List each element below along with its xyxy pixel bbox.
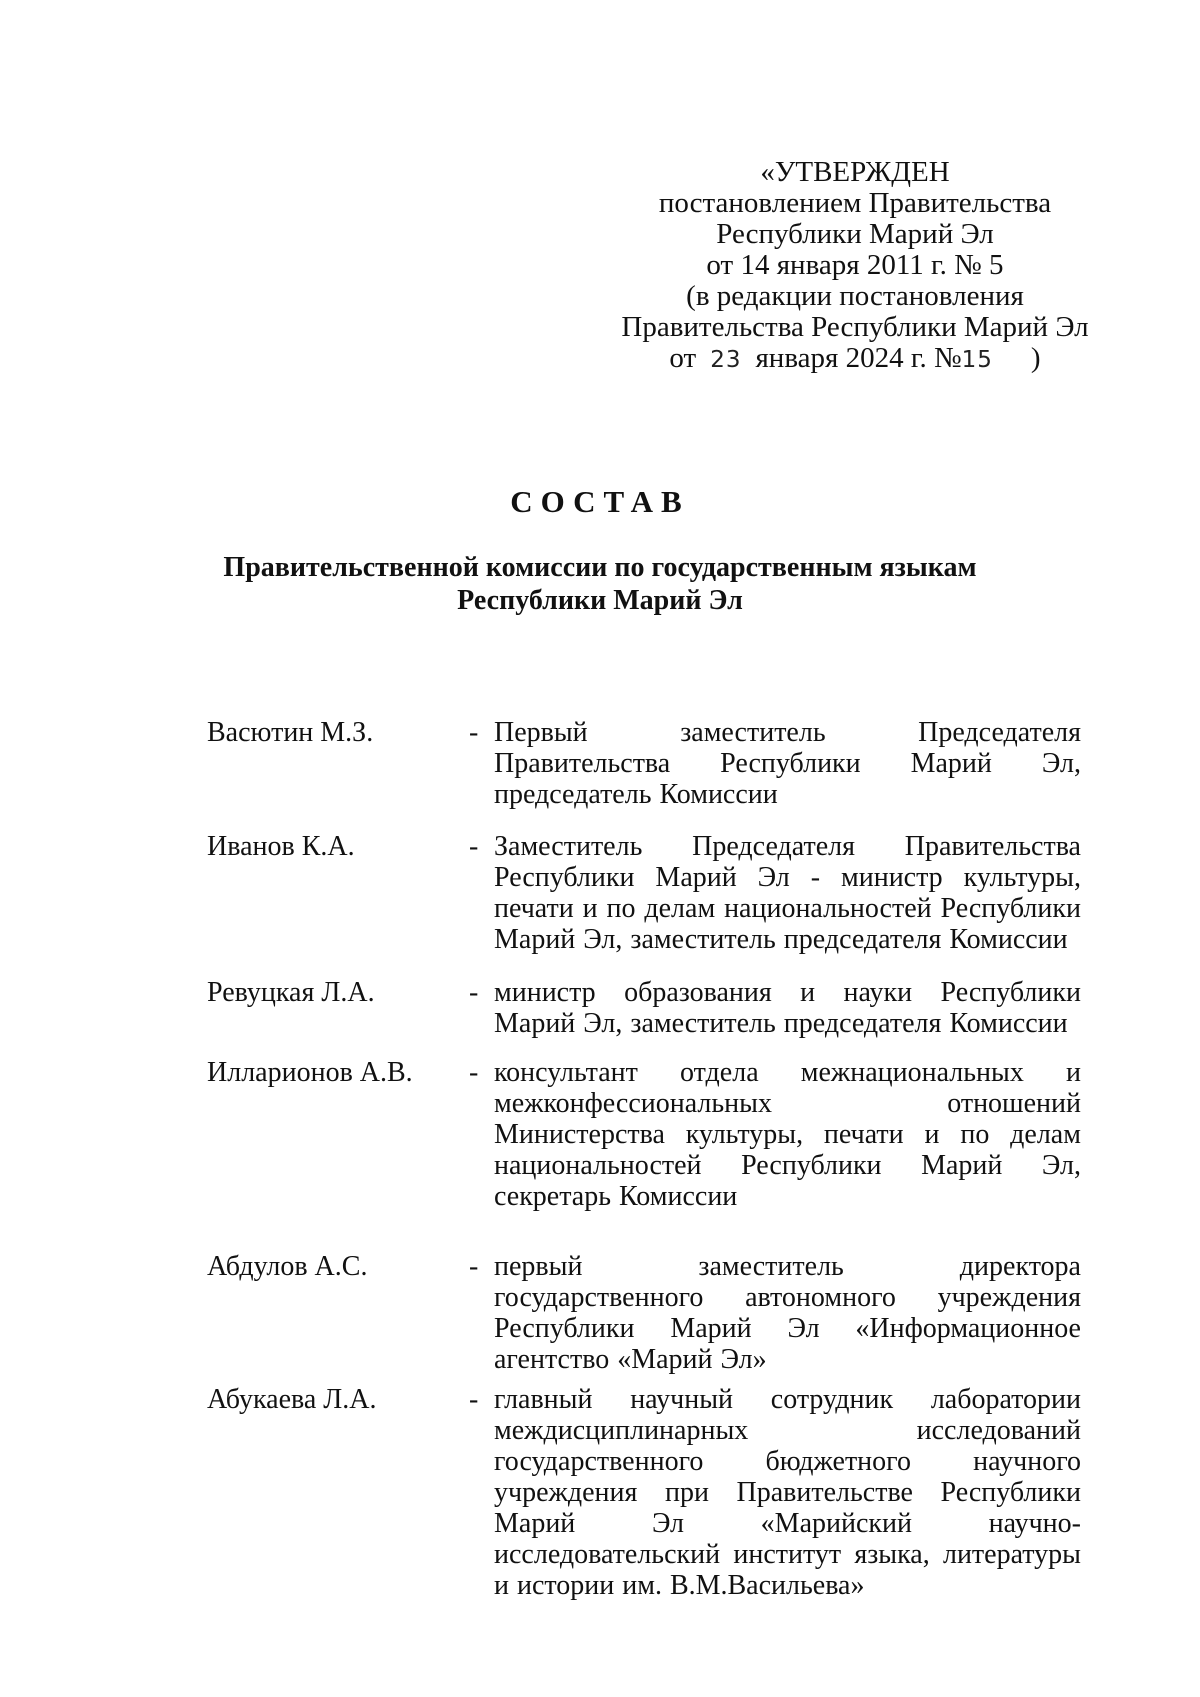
member-position-line: Министерства культуры, печати и по делам xyxy=(494,1119,1081,1150)
member-position-line: Марий Эл «Марийский научно- xyxy=(494,1508,1081,1539)
approval-line-6: Правительства Республики Марий Эл xyxy=(621,311,1089,343)
member-position-line: печати и по делам национальностей Республики xyxy=(494,893,1081,924)
approval-line-2: постановлением Правительства xyxy=(658,187,1052,219)
member-dash: - xyxy=(469,977,479,1008)
member-position-line: Заместитель Председателя Правительства xyxy=(494,831,1081,862)
document-subtitle xyxy=(0,551,1200,617)
member-position-line: Республики Марий Эл - министр культуры, xyxy=(494,862,1081,893)
member-position-line: национальностей Республики Марий Эл, xyxy=(494,1150,1081,1181)
member-position-line: Марий Эл, заместитель председателя Комиссии xyxy=(494,924,1068,955)
approval-closing-paren: ) xyxy=(1030,342,1041,374)
member-position-line: секретарь Комиссии xyxy=(494,1181,738,1212)
approval-line-7 xyxy=(560,343,1150,376)
approval-line-3: Республики Марий Эл xyxy=(716,218,994,250)
member-position xyxy=(494,831,1081,955)
member-position-line: межконфессиональных отношений xyxy=(494,1088,1081,1119)
member-position-line: государственного бюджетного научного xyxy=(494,1446,1081,1477)
document-title: СОСТАВ xyxy=(510,484,690,519)
member-position-line: консультант отдела межнациональных и xyxy=(494,1057,1081,1088)
member-position-line: государственного автономного учреждения xyxy=(494,1282,1081,1313)
approval-date-day: 23 xyxy=(710,347,742,373)
member-dash: - xyxy=(469,1384,479,1415)
member-name: Илларионов А.В. xyxy=(207,1057,413,1088)
approval-date-prefix: от xyxy=(669,342,697,374)
member-position-line: председатель Комиссии xyxy=(494,779,778,810)
approval-stamp-block xyxy=(560,157,1150,376)
member-position xyxy=(494,977,1081,1039)
member-position-line: Первый заместитель Председателя xyxy=(494,717,1081,748)
member-position-line: министр образования и науки Республики xyxy=(494,977,1081,1008)
member-dash: - xyxy=(469,1251,479,1282)
member-position-line: учреждения при Правительстве Республики xyxy=(494,1477,1081,1508)
member-position xyxy=(494,1057,1081,1212)
member-position-line: Марий Эл, заместитель председателя Комиссии xyxy=(494,1008,1068,1039)
member-position-line: главный научный сотрудник лаборатории xyxy=(494,1384,1081,1415)
member-position xyxy=(494,1251,1081,1375)
approval-line-5: (в редакции постановления xyxy=(686,280,1024,312)
approval-line-4: от 14 января 2011 г. № 5 xyxy=(706,249,1004,281)
member-dash: - xyxy=(469,1057,479,1088)
member-dash: - xyxy=(469,831,479,862)
member-dash: - xyxy=(469,717,479,748)
subtitle-line-1: Правительственной комиссии по государственным языкам xyxy=(223,552,977,583)
member-position xyxy=(494,717,1081,810)
approval-document-number: 15 xyxy=(961,347,993,373)
member-name: Васютин М.З. xyxy=(207,717,374,748)
member-name: Иванов К.А. xyxy=(207,831,355,862)
approval-date-month-year: января 2024 г. № xyxy=(755,342,962,374)
member-position-line: Республики Марий Эл «Информационное xyxy=(494,1313,1081,1344)
member-position-line: исследовательский институт языка, литературы xyxy=(494,1539,1081,1570)
subtitle-line-2: Республики Марий Эл xyxy=(457,585,743,616)
member-name: Абукаева Л.А. xyxy=(207,1384,377,1415)
member-position-line: междисциплинарных исследований xyxy=(494,1415,1081,1446)
member-position-line: и истории им. В.М.Васильева» xyxy=(494,1570,865,1601)
member-name: Абдулов А.С. xyxy=(207,1251,368,1282)
member-position-line: Правительства Республики Марий Эл, xyxy=(494,748,1081,779)
approval-line-1: «УТВЕРЖДЕН xyxy=(760,156,950,188)
member-position-line: первый заместитель директора xyxy=(494,1251,1081,1282)
member-position xyxy=(494,1384,1081,1601)
member-position-line: агентство «Марий Эл» xyxy=(494,1344,767,1375)
member-name: Ревуцкая Л.А. xyxy=(207,977,375,1008)
